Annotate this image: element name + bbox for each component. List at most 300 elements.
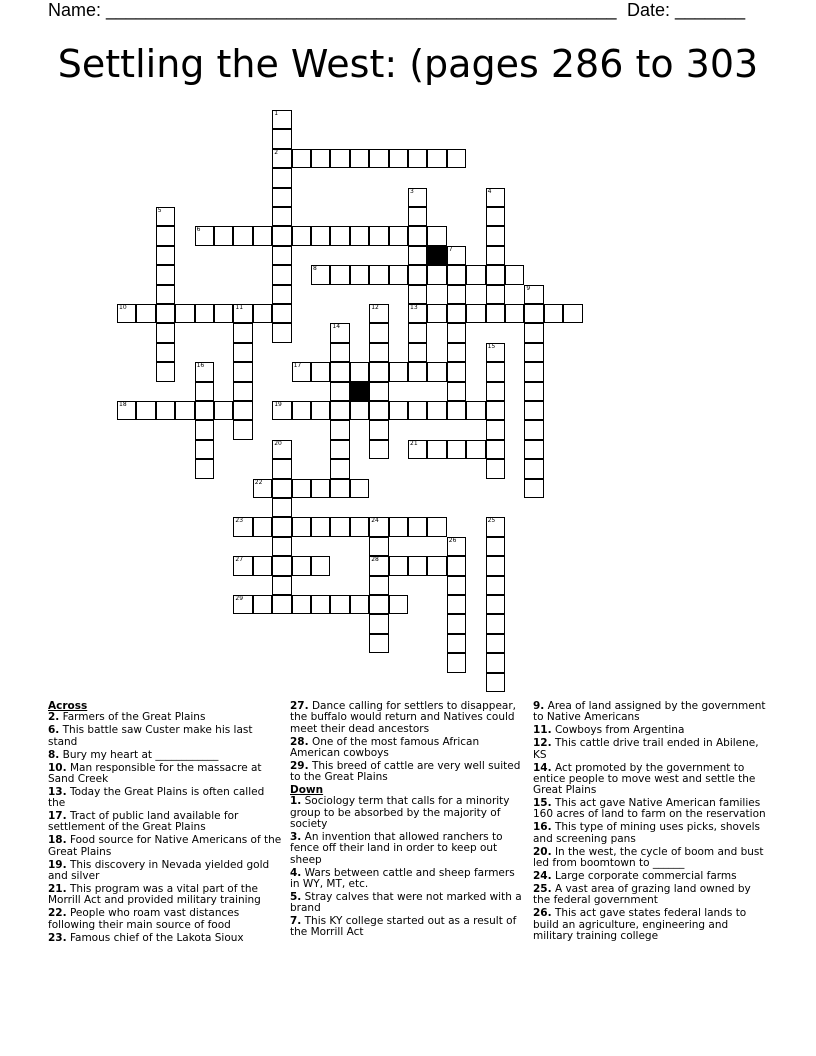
clue-item xyxy=(48,725,283,748)
clue-item-text: This cattle drive trail ended in Abilene, KS xyxy=(533,737,759,761)
grid-cell[interactable] xyxy=(524,420,543,439)
clue-item-text: Bury my heart at ____________ xyxy=(59,748,219,761)
clue-item-text: A vast area of grazing land owned by the federal government xyxy=(533,882,751,907)
grid-cell[interactable] xyxy=(233,323,252,342)
grid-cell[interactable] xyxy=(389,517,408,536)
grid-cell[interactable] xyxy=(330,149,349,168)
grid-cell[interactable] xyxy=(156,265,175,284)
clue-item-text: This battle saw Custer make his last stand xyxy=(48,724,253,748)
grid-cell[interactable] xyxy=(311,595,330,614)
grid-cell[interactable] xyxy=(389,149,408,168)
grid-cell[interactable] xyxy=(427,149,446,168)
grid-cell[interactable] xyxy=(195,226,214,245)
grid-cell[interactable] xyxy=(447,614,466,633)
clue-item xyxy=(48,860,283,883)
grid-cell[interactable] xyxy=(350,517,369,536)
grid-cell[interactable] xyxy=(233,343,252,362)
clue-item xyxy=(48,787,283,810)
grid-cell[interactable] xyxy=(233,304,252,323)
grid-cell[interactable] xyxy=(486,673,505,692)
grid-cell[interactable] xyxy=(427,265,446,284)
grid-cell[interactable] xyxy=(389,226,408,245)
grid-cell[interactable] xyxy=(311,265,330,284)
clue-item xyxy=(290,761,522,784)
grid-cell[interactable] xyxy=(408,207,427,226)
grid-cell[interactable] xyxy=(369,576,388,595)
grid-cell[interactable] xyxy=(408,149,427,168)
grid-cell[interactable] xyxy=(272,537,291,556)
grid-cell[interactable] xyxy=(486,285,505,304)
clue-item-number: 8. xyxy=(48,748,60,761)
grid-cell[interactable] xyxy=(447,362,466,381)
grid-cell[interactable] xyxy=(466,304,485,323)
grid-cell[interactable] xyxy=(311,401,330,420)
clue-item xyxy=(533,884,768,907)
clue-number: 21 xyxy=(410,439,418,447)
grid-cell[interactable] xyxy=(447,149,466,168)
grid-cell[interactable] xyxy=(292,149,311,168)
grid-cell[interactable] xyxy=(156,207,175,226)
grid-cell[interactable] xyxy=(427,517,446,536)
grid-cell[interactable] xyxy=(272,129,291,148)
clue-item-number: 6. xyxy=(48,724,60,737)
grid-cell[interactable] xyxy=(427,304,446,323)
grid-cell[interactable] xyxy=(408,265,427,284)
clue-number: 3 xyxy=(410,187,414,195)
grid-cell[interactable] xyxy=(369,343,388,362)
grid-cell[interactable] xyxy=(486,614,505,633)
clue-item-number: 19. xyxy=(48,858,67,871)
grid-cell[interactable] xyxy=(195,459,214,478)
grid-cell[interactable] xyxy=(214,401,233,420)
grid-cell[interactable] xyxy=(156,401,175,420)
clue-number: 2 xyxy=(274,148,279,156)
grid-cell[interactable] xyxy=(369,304,388,323)
grid-cell[interactable] xyxy=(447,595,466,614)
grid-cell[interactable] xyxy=(486,304,505,323)
grid-cell[interactable] xyxy=(253,304,272,323)
grid-cell[interactable] xyxy=(253,517,272,536)
grid-cell[interactable] xyxy=(389,401,408,420)
grid-cell[interactable] xyxy=(233,420,252,439)
clue-item-text: Famous chief of the Lakota Sioux xyxy=(66,931,244,944)
grid-cell[interactable] xyxy=(427,226,446,245)
grid-cell[interactable] xyxy=(330,343,349,362)
grid-cell[interactable] xyxy=(292,479,311,498)
grid-cell[interactable] xyxy=(524,459,543,478)
clue-item-number: 16. xyxy=(533,821,552,834)
grid-cell[interactable] xyxy=(330,323,349,342)
clue-item xyxy=(48,750,283,761)
grid-cell[interactable] xyxy=(311,556,330,575)
grid-cell[interactable] xyxy=(330,517,349,536)
grid-cell[interactable] xyxy=(408,304,427,323)
grid-cell[interactable] xyxy=(369,634,388,653)
clue-item-text: This type of mining uses picks, shovels and screening pans xyxy=(533,821,760,845)
grid-cell[interactable] xyxy=(272,149,291,168)
grid-cell[interactable] xyxy=(505,304,524,323)
grid-cell[interactable] xyxy=(156,246,175,265)
grid-cell[interactable] xyxy=(389,556,408,575)
grid-cell[interactable] xyxy=(350,362,369,381)
clue-number: 17 xyxy=(293,362,302,370)
grid-cell[interactable] xyxy=(369,323,388,342)
grid-cell[interactable] xyxy=(214,304,233,323)
clue-item-number: 15. xyxy=(533,797,552,810)
grid-cell[interactable] xyxy=(253,595,272,614)
grid-cell[interactable] xyxy=(505,265,524,284)
grid-cell[interactable] xyxy=(408,517,427,536)
grid-cell[interactable] xyxy=(272,556,291,575)
grid-cell[interactable] xyxy=(369,382,388,401)
grid-cell[interactable] xyxy=(408,188,427,207)
grid-cell[interactable] xyxy=(389,362,408,381)
grid-cell[interactable] xyxy=(272,498,291,517)
grid-cell[interactable] xyxy=(486,653,505,672)
clue-item-number: 7. xyxy=(290,915,302,928)
grid-cell[interactable] xyxy=(447,285,466,304)
grid-cell[interactable] xyxy=(524,401,543,420)
clue-item xyxy=(533,847,768,870)
clue-item-text: Stray calves that were not marked with a brand xyxy=(290,890,522,915)
grid-cell[interactable] xyxy=(311,479,330,498)
grid-cell[interactable] xyxy=(447,382,466,401)
grid-cell[interactable] xyxy=(466,440,485,459)
grid-cell[interactable] xyxy=(447,323,466,342)
clue-item-number: 9. xyxy=(533,700,545,712)
grid-cell[interactable] xyxy=(447,653,466,672)
grid-cell[interactable] xyxy=(350,226,369,245)
clue-item-text: Farmers of the Great Plains xyxy=(59,711,206,724)
grid-cell[interactable] xyxy=(350,595,369,614)
grid-cell[interactable] xyxy=(427,556,446,575)
grid-cell[interactable] xyxy=(156,304,175,323)
grid-cell[interactable] xyxy=(369,362,388,381)
clue-item xyxy=(48,811,283,834)
clue-item xyxy=(533,763,768,797)
clue-heading: Across xyxy=(48,700,88,712)
grid-cell[interactable] xyxy=(486,440,505,459)
grid-cell[interactable] xyxy=(447,265,466,284)
grid-cell[interactable] xyxy=(330,265,349,284)
grid-cell[interactable] xyxy=(408,285,427,304)
grid-cell[interactable] xyxy=(272,479,291,498)
grid-cell[interactable] xyxy=(466,401,485,420)
grid-cell[interactable] xyxy=(156,226,175,245)
grid-cell[interactable] xyxy=(156,285,175,304)
grid-cell[interactable] xyxy=(369,517,388,536)
grid-cell[interactable] xyxy=(447,246,466,265)
clue-number: 6 xyxy=(196,226,201,234)
grid-cell[interactable] xyxy=(330,420,349,439)
grid-cell[interactable] xyxy=(330,401,349,420)
clue-item xyxy=(533,908,768,942)
grid-cell[interactable] xyxy=(272,576,291,595)
grid-cell[interactable] xyxy=(311,226,330,245)
grid-cell[interactable] xyxy=(486,420,505,439)
grid-cell[interactable] xyxy=(350,265,369,284)
clue-number: 20 xyxy=(274,439,282,447)
grid-cell[interactable] xyxy=(486,556,505,575)
grid-cell[interactable] xyxy=(486,343,505,362)
clue-item-text: Large corporate commercial farms xyxy=(551,869,737,882)
clue-item-text: This program was a vital part of the Morrill Act and provided military training xyxy=(48,882,261,907)
clue-item-number: 2. xyxy=(48,711,60,724)
grid-cell[interactable] xyxy=(369,556,388,575)
grid-cell[interactable] xyxy=(486,265,505,284)
clue-item-number: 26. xyxy=(533,907,552,920)
grid-cell[interactable] xyxy=(195,304,214,323)
clue-item-text: Man responsible for the massacre at Sand Creek xyxy=(48,761,262,785)
grid-cell[interactable] xyxy=(408,323,427,342)
clues-column-3 xyxy=(533,701,768,944)
grid-cell[interactable] xyxy=(292,226,311,245)
grid-cell[interactable] xyxy=(447,401,466,420)
grid-cell[interactable] xyxy=(195,420,214,439)
grid-cell[interactable] xyxy=(272,304,291,323)
grid-cell[interactable] xyxy=(369,420,388,439)
clue-item xyxy=(48,763,283,786)
grid-cell[interactable] xyxy=(408,556,427,575)
grid-cell[interactable] xyxy=(350,401,369,420)
page-title: Settling the West: (pages 286 to 303 xyxy=(57,42,759,86)
clues-column-1 xyxy=(48,701,283,946)
grid-cell[interactable] xyxy=(544,304,563,323)
grid-cell[interactable] xyxy=(330,459,349,478)
grid-cell[interactable] xyxy=(233,401,252,420)
grid-cell[interactable] xyxy=(117,304,136,323)
clue-number: 7 xyxy=(448,245,453,253)
grid-cell[interactable] xyxy=(408,440,427,459)
clue-item-text: One of the most famous African American cowboys xyxy=(290,735,480,759)
grid-cell[interactable] xyxy=(486,595,505,614)
grid-cell[interactable] xyxy=(272,168,291,187)
clue-item-number: 3. xyxy=(290,831,302,844)
clues-column-2 xyxy=(290,701,522,940)
grid-cell[interactable] xyxy=(486,401,505,420)
grid-cell[interactable] xyxy=(369,149,388,168)
grid-cell[interactable] xyxy=(272,265,291,284)
grid-cell[interactable] xyxy=(330,440,349,459)
clue-item xyxy=(533,798,768,821)
grid-cell[interactable] xyxy=(486,362,505,381)
clue-number: 16 xyxy=(196,362,205,370)
clue-item-text: Tract of public land available for settlement of the Great Plains xyxy=(48,810,239,834)
clue-item-number: 4. xyxy=(290,866,302,879)
grid-cell[interactable] xyxy=(272,440,291,459)
grid-cell[interactable] xyxy=(136,304,155,323)
grid-cell[interactable] xyxy=(524,479,543,498)
grid-cell[interactable] xyxy=(486,382,505,401)
clue-item xyxy=(290,701,522,735)
grid-cell[interactable] xyxy=(408,343,427,362)
grid-cell[interactable] xyxy=(253,479,272,498)
clue-item xyxy=(290,892,522,915)
grid-cell[interactable] xyxy=(272,401,291,420)
grid-cell[interactable] xyxy=(292,595,311,614)
grid-cell[interactable] xyxy=(369,614,388,633)
clue-number: 9 xyxy=(526,284,531,292)
clue-heading: Down xyxy=(290,784,324,797)
grid-cell[interactable] xyxy=(156,323,175,342)
grid-cell[interactable] xyxy=(524,382,543,401)
grid-cell[interactable] xyxy=(195,440,214,459)
grid-cell[interactable] xyxy=(272,459,291,478)
clue-item-text: Today the Great Plains is often called the xyxy=(48,785,265,810)
grid-cell[interactable] xyxy=(233,595,252,614)
grid-cell[interactable] xyxy=(272,285,291,304)
clue-item xyxy=(48,712,283,723)
clue-number: 10 xyxy=(119,304,127,311)
clue-number: 1 xyxy=(274,110,279,117)
grid-cell[interactable] xyxy=(233,556,252,575)
grid-cell[interactable] xyxy=(292,401,311,420)
clue-item xyxy=(48,908,283,931)
grid-cell[interactable] xyxy=(156,343,175,362)
grid-cell[interactable] xyxy=(330,382,349,401)
grid-cell[interactable] xyxy=(447,343,466,362)
grid-cell[interactable] xyxy=(195,401,214,420)
clue-number: 22 xyxy=(254,478,263,486)
grid-cell[interactable] xyxy=(563,304,582,323)
clue-item-text: Act promoted by the government to entice people to move west and settle the Great Plains xyxy=(533,761,756,797)
grid-cell[interactable] xyxy=(156,362,175,381)
grid-cell[interactable] xyxy=(486,207,505,226)
grid-cell[interactable] xyxy=(233,362,252,381)
grid-cell[interactable] xyxy=(330,479,349,498)
grid-cell[interactable] xyxy=(524,285,543,304)
grid-cell[interactable] xyxy=(350,479,369,498)
clue-item xyxy=(533,871,768,882)
grid-cell[interactable] xyxy=(427,362,446,381)
clue-number: 28 xyxy=(371,556,379,564)
grid-cell[interactable] xyxy=(486,576,505,595)
grid-cell[interactable] xyxy=(292,556,311,575)
black-cell xyxy=(427,246,446,265)
grid-cell[interactable] xyxy=(195,382,214,401)
grid-cell[interactable] xyxy=(233,382,252,401)
grid-cell[interactable] xyxy=(408,362,427,381)
grid-cell[interactable] xyxy=(486,246,505,265)
grid-cell[interactable] xyxy=(369,401,388,420)
grid-cell[interactable] xyxy=(524,343,543,362)
clue-number: 18 xyxy=(119,401,127,408)
grid-cell[interactable] xyxy=(486,537,505,556)
grid-cell[interactable] xyxy=(272,517,291,536)
grid-cell[interactable] xyxy=(447,556,466,575)
grid-cell[interactable] xyxy=(524,304,543,323)
grid-cell[interactable] xyxy=(486,517,505,536)
grid-cell[interactable] xyxy=(369,440,388,459)
grid-cell[interactable] xyxy=(427,440,446,459)
clue-number: 26 xyxy=(448,536,457,544)
grid-cell[interactable] xyxy=(136,401,155,420)
clue-item-number: 20. xyxy=(533,845,552,858)
grid-cell[interactable] xyxy=(408,246,427,265)
grid-cell[interactable] xyxy=(447,304,466,323)
grid-cell[interactable] xyxy=(369,595,388,614)
clue-number: 13 xyxy=(410,304,418,311)
grid-cell[interactable] xyxy=(214,226,233,245)
grid-cell[interactable] xyxy=(486,188,505,207)
clue-item-text: This breed of cattle are very well suited to the Great Plains xyxy=(290,759,521,784)
grid-cell[interactable] xyxy=(350,149,369,168)
clue-number: 14 xyxy=(332,323,341,331)
grid-cell[interactable] xyxy=(292,362,311,381)
grid-cell[interactable] xyxy=(447,537,466,556)
clue-item-number: 23. xyxy=(48,931,67,944)
grid-cell[interactable] xyxy=(524,362,543,381)
grid-cell[interactable] xyxy=(389,595,408,614)
grid-cell[interactable] xyxy=(311,362,330,381)
grid-cell[interactable] xyxy=(117,401,136,420)
grid-cell[interactable] xyxy=(272,246,291,265)
clue-item-number: 11. xyxy=(533,724,552,737)
grid-cell[interactable] xyxy=(447,576,466,595)
grid-cell[interactable] xyxy=(272,323,291,342)
clue-number: 29 xyxy=(235,595,244,602)
grid-cell[interactable] xyxy=(447,634,466,653)
grid-cell[interactable] xyxy=(272,110,291,129)
grid-cell[interactable] xyxy=(466,265,485,284)
clue-item xyxy=(290,796,522,830)
clue-item-number: 27. xyxy=(290,700,309,712)
grid-cell[interactable] xyxy=(330,595,349,614)
grid-cell[interactable] xyxy=(175,304,194,323)
grid-cell[interactable] xyxy=(369,265,388,284)
grid-cell[interactable] xyxy=(447,440,466,459)
clue-number: 23 xyxy=(235,517,244,525)
clue-number: 11 xyxy=(235,304,244,311)
grid-cell[interactable] xyxy=(233,226,252,245)
grid-cell[interactable] xyxy=(253,226,272,245)
grid-cell[interactable] xyxy=(233,517,252,536)
grid-cell[interactable] xyxy=(330,226,349,245)
clue-item-number: 18. xyxy=(48,834,67,847)
clue-item xyxy=(290,832,522,866)
grid-cell[interactable] xyxy=(486,459,505,478)
grid-cell[interactable] xyxy=(486,634,505,653)
grid-cell[interactable] xyxy=(195,362,214,381)
grid-cell[interactable] xyxy=(524,323,543,342)
black-cell xyxy=(350,382,369,401)
grid-cell[interactable] xyxy=(486,226,505,245)
grid-cell[interactable] xyxy=(175,401,194,420)
clue-item-text: Sociology term that calls for a minority group to be absorbed by the majority of society xyxy=(290,795,510,831)
grid-cell[interactable] xyxy=(311,517,330,536)
grid-cell[interactable] xyxy=(292,517,311,536)
grid-cell[interactable] xyxy=(272,188,291,207)
clue-number: 4 xyxy=(487,187,492,195)
grid-cell[interactable] xyxy=(330,362,349,381)
grid-cell[interactable] xyxy=(408,401,427,420)
clue-item-text: In the west, the cycle of boom and bust led from boomtown to ______ xyxy=(533,845,764,869)
grid-cell[interactable] xyxy=(311,149,330,168)
grid-cell[interactable] xyxy=(272,226,291,245)
grid-cell[interactable] xyxy=(408,226,427,245)
grid-cell[interactable] xyxy=(253,556,272,575)
grid-cell[interactable] xyxy=(369,537,388,556)
grid-cell[interactable] xyxy=(272,207,291,226)
clue-number: 19 xyxy=(274,401,282,408)
grid-cell[interactable] xyxy=(389,265,408,284)
grid-cell[interactable] xyxy=(369,226,388,245)
clue-number: 12 xyxy=(371,304,379,311)
clue-number: 8 xyxy=(313,265,317,273)
grid-cell[interactable] xyxy=(427,401,446,420)
grid-cell[interactable] xyxy=(524,440,543,459)
grid-cell[interactable] xyxy=(272,595,291,614)
